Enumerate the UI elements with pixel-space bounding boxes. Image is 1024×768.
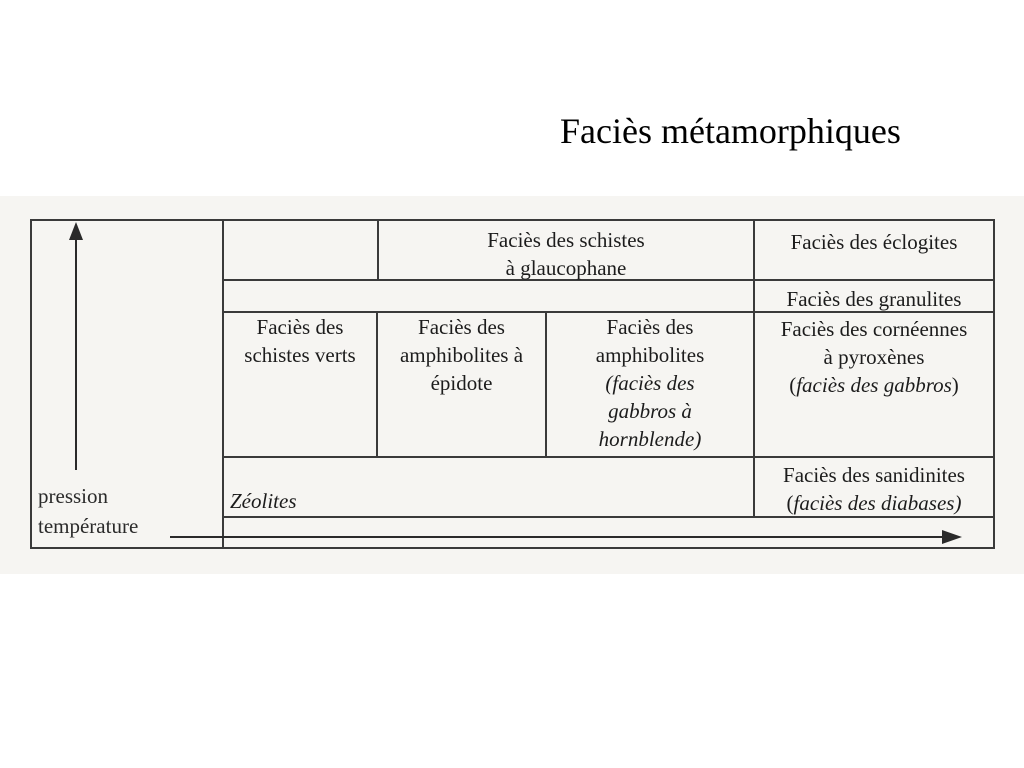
cell-amphibolites: Faciès des amphibolites (faciès des gabbros à hornblende) <box>595 315 705 451</box>
cell-sanidinites: Faciès des sanidinites (faciès des diabases) <box>783 463 965 515</box>
cell-eclogites: Faciès des éclogites <box>790 230 958 254</box>
cell-corneennes: Faciès des cornéennes à pyroxènes (faciès des gabbros) <box>780 317 968 397</box>
slide-title: Faciès métamorphiques <box>560 111 901 151</box>
divider-row3 <box>222 456 995 458</box>
cell-granulites: Faciès des granulites <box>786 287 962 311</box>
cell-zeolites: Zéolites <box>230 489 297 513</box>
temperature-label: température <box>38 514 139 538</box>
divider-left-column <box>222 221 224 547</box>
cell-schistes-verts: Faciès des schistes verts <box>244 315 356 367</box>
cell-schistes-glaucophane: Faciès des schistes à glaucophane <box>487 228 645 280</box>
cell-amphibolites-epidote: Faciès des amphibolites à épidote <box>399 315 524 395</box>
pressure-label: pression <box>38 484 108 508</box>
